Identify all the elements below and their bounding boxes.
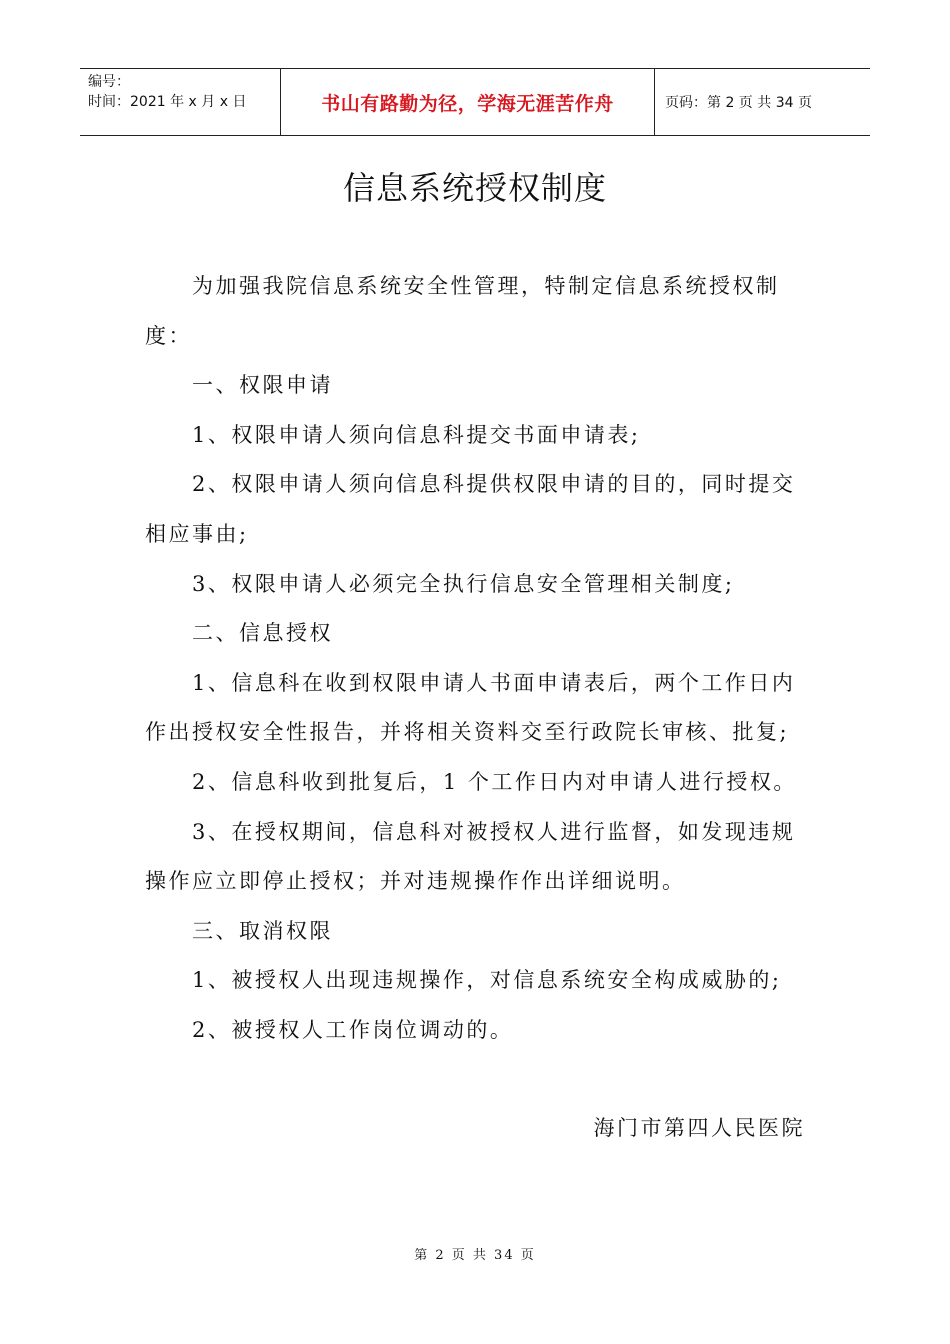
document-title: 信息系统授权制度 bbox=[342, 169, 607, 207]
header-page-cell bbox=[655, 69, 870, 135]
footer-page-number: 第 2 页 共 34 页 bbox=[414, 1248, 536, 1263]
section-heading-application: 一、权限申请 bbox=[192, 373, 333, 398]
section-heading-revocation: 三、取消权限 bbox=[192, 918, 333, 943]
header-meta-cell bbox=[80, 69, 281, 135]
list-item: 2、权限申请人须向信息科提供权限申请的目的，同时提交相应事由; bbox=[145, 472, 796, 546]
list-item: 3、权限申请人必须完全执行信息安全管理相关制度; bbox=[192, 571, 735, 596]
time-label: 时间：2021 年 x 月 x 日 bbox=[88, 94, 247, 110]
signature-hospital: 海门市第四人民医院 bbox=[593, 1116, 805, 1140]
list-item: 1、权限申请人须向信息科提交书面申请表; bbox=[192, 422, 641, 447]
header-page-info: 页码：第 2 页 共 34 页 bbox=[665, 95, 812, 111]
document-body bbox=[145, 262, 810, 1056]
section-heading-authorization: 二、信息授权 bbox=[192, 621, 333, 646]
list-item: 3、在授权期间，信息科对被授权人进行监督，如发现违规操作应立即停止授权；并对违规操作作出详细说明。 bbox=[145, 819, 796, 894]
header-motto: 书山有路勤为径，学海无涯苦作舟 bbox=[321, 92, 614, 115]
number-label: 编号： bbox=[88, 74, 130, 90]
header-motto-cell bbox=[281, 69, 655, 135]
intro-paragraph: 为加强我院信息系统安全性管理，特制定信息系统授权制度： bbox=[145, 274, 780, 348]
header-table bbox=[80, 68, 870, 136]
list-item: 1、信息科在收到权限申请人书面申请表后，两个工作日内作出授权安全性报告，并将相关资料交至行政院长审核、批复; bbox=[145, 670, 796, 745]
list-item: 2、信息科收到批复后，1 个工作日内对申请人进行授权。 bbox=[192, 769, 797, 794]
list-item: 1、被授权人出现违规操作，对信息系统安全构成威胁的; bbox=[192, 968, 782, 993]
list-item: 2、被授权人工作岗位调动的。 bbox=[192, 1017, 514, 1042]
